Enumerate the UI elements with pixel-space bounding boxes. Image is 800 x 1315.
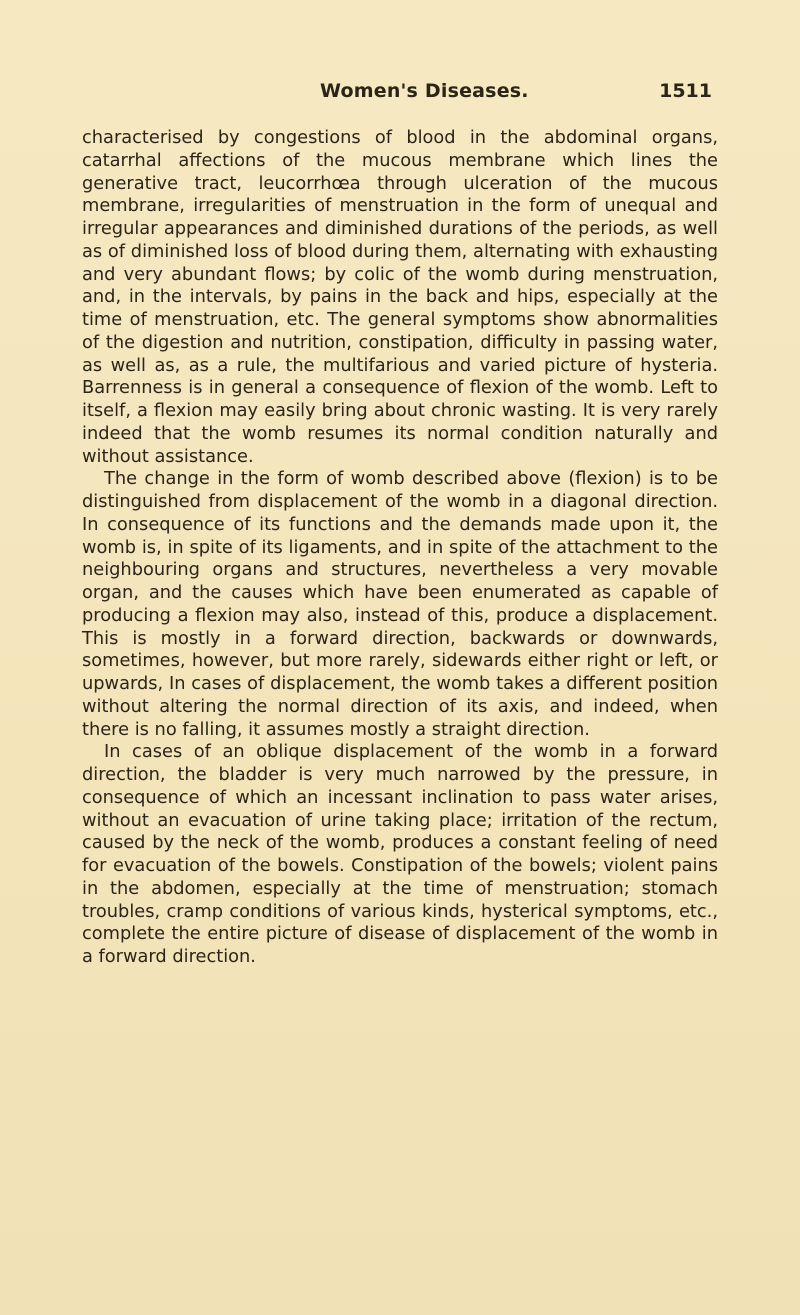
header-title: Women's Diseases. <box>320 80 529 102</box>
paragraph: In cases of an oblique displacement of the womb in a forward direction, the bladder is very much narrowed by the pressure, in consequence of which an incessant inclination to pass water arises, without an evacuation of urine taking place; irritation of the rectum, caused by the neck of the womb, produces a constant feeling of need for evacuation of the bowels. Constipation of the bowels; violent pains in the abdomen, especially at the time of menstruation; stomach troubles, cramp conditions of various kinds, hysterical symptoms, etc., complete the entire picture of disease of displacement of the womb in a forward direction. <box>82 741 718 967</box>
page-number: 1511 <box>659 80 712 102</box>
running-header <box>320 80 720 108</box>
paragraph: The change in the form of womb described above (flexion) is to be distinguished from displacement of the womb in a diagonal direction. In consequence of its functions and the demands made upon it, the womb is, in spite of its ligaments, and in spite of the attachment to the neighbouring organs and structures, nevertheless a very movable organ, and the causes which have been enumerated as capable of producing a flexion may also, instead of this, produce a displacement. This is mostly in a forward direction, backwards or downwards, sometimes, however, but more rarely, sidewards either right or left, or upwards, In cases of displacement, the womb takes a different position without altering the normal direction of its axis, and indeed, when there is no falling, it assumes mostly a straight direction. <box>82 468 718 740</box>
body-text <box>82 127 718 969</box>
paragraph: characterised by congestions of blood in the abdominal organs, catarrhal affections of the mucous membrane which lines the generative tract, leucorrhœa through ulceration of the mucous membrane, irregularities of menstruation in the form of unequal and irregular appearances and diminished durations of the periods, as well as of diminished loss of blood during them, alternating with exhausting and very abundant flows; by colic of the womb during menstruation, and, in the intervals, by pains in the back and hips, especially at the time of menstruation, etc. The general symptoms show abnormalities of the digestion and nutrition, constipation, difficulty in passing water, as well as, as a rule, the multifarious and varied picture of hysteria. Barrenness is in general a consequence of flexion of the womb. Left to itself, a flexion may easily bring about chronic wasting. It is very rarely indeed that the womb resumes its normal condition naturally and without assistance. <box>82 127 718 467</box>
